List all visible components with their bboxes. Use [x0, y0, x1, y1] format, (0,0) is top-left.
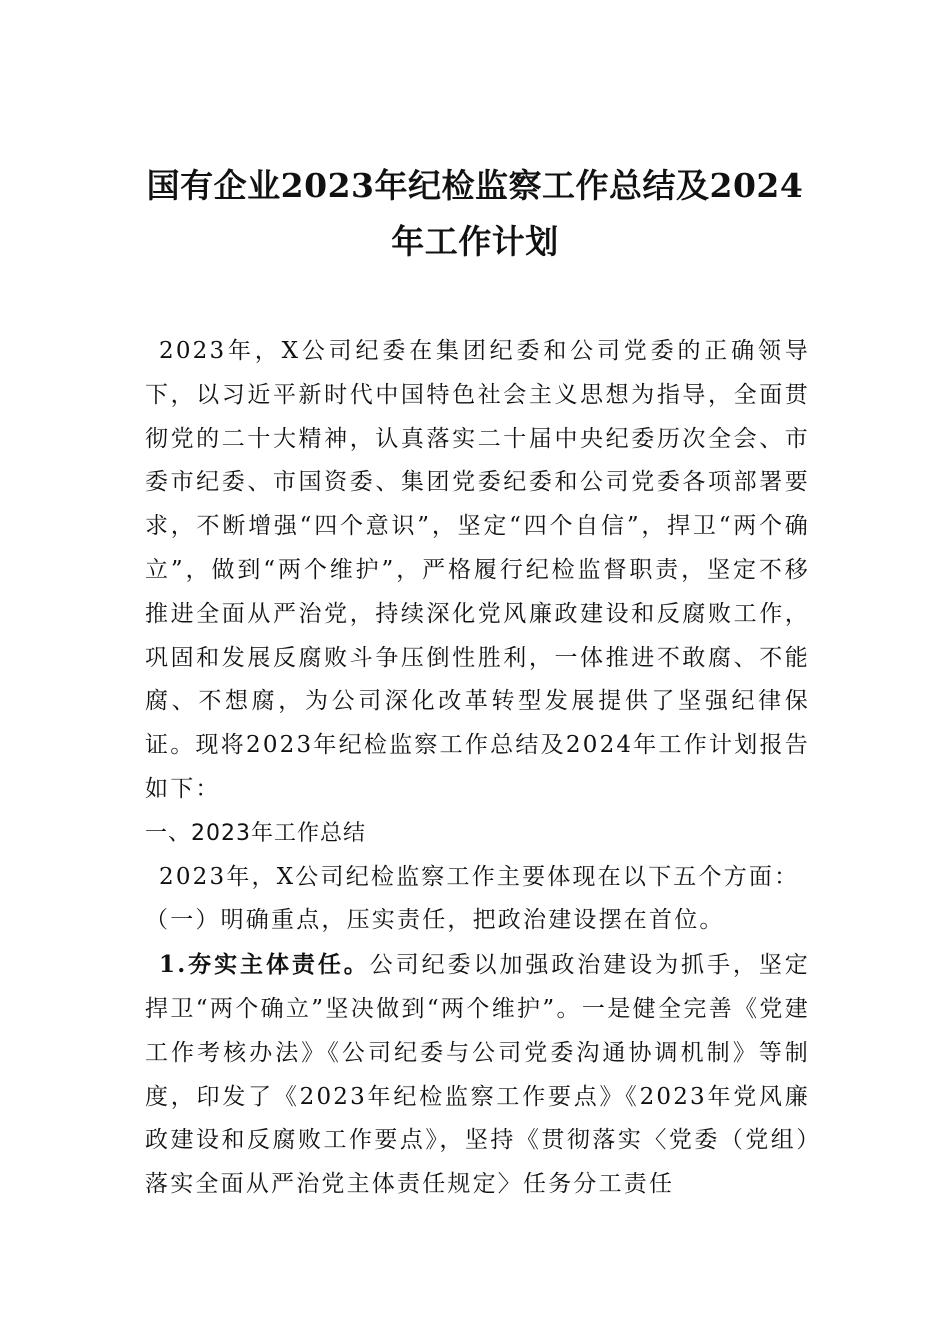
- title-line-2: 年工作计划: [391, 222, 559, 261]
- document-body: [145, 330, 810, 1207]
- subsection-1-heading: （一）明确重点，压实责任，把政治建设摆在首位。: [145, 907, 725, 934]
- intro-paragraph: 2023年，X公司纪委在集团纪委和公司党委的正确领导下，以习近平新时代中国特色社会主义思想为指导，全面贯彻党的二十大精神，认真落实二十届中央纪委历次全会、市委市纪委、市国资委、集团党委纪委和公司党委各项部署要求，不断增强“四个意识”，坚定“四个自信”，捍卫“两个确立”，做到“两个维护”，严格履行纪检监督职责，坚定不移推进全面从严治党，持续深化党风廉政建设和反腐败工作，巩固和发展反腐败斗争压倒性胜利，一体推进不敢腐、不能腐、不想腐，为公司深化改革转型发展提供了坚强纪律保证。现将2023年纪检监察工作总结及2024年工作计划报告如下：: [145, 338, 810, 802]
- item-1-text: 公司纪委以加强政治建设为抓手，坚定捍卫“两个确立”坚决做到“两个维护”。一是健全完善《党建工作考核办法》《公司纪委与公司党委沟通协调机制》等制度，印发了《2023年纪检监察工作要点》《2023年党风廉政建设和反腐败工作要点》，坚持《贯彻落实〈党委（党组）落实全面从严治党主体责任规定〉任务分工责任: [145, 952, 811, 1198]
- title-line-1: 国有企业2023年纪检监察工作总结及2024: [146, 166, 804, 205]
- document-title: [120, 158, 830, 270]
- section-1-heading: 一、2023年工作总结: [145, 820, 366, 846]
- item-1-paragraph: [145, 943, 810, 1207]
- section-1-lead: 2023年，X公司纪检监察工作主要体现在以下五个方面：: [159, 863, 800, 890]
- item-1-label: 1.夯实主体责任。: [159, 951, 370, 979]
